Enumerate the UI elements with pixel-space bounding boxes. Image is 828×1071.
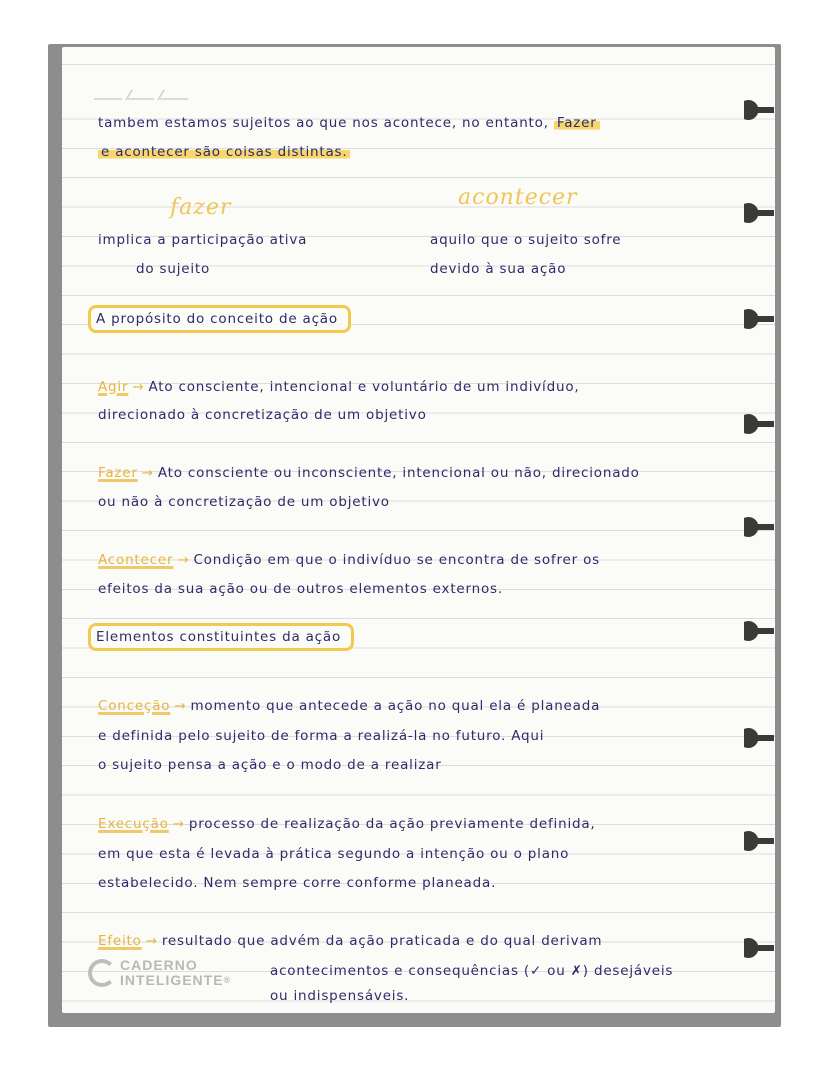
binder-disc-icon [744, 201, 774, 225]
fazer-definition-2: do sujeito [136, 261, 211, 277]
binder-disc-icon [744, 936, 774, 960]
highlight-distinct: e acontecer são coisas distintas. [98, 144, 350, 160]
concecao-line-1 [98, 698, 600, 714]
execucao-text-1: processo de realização da ação previamente definida, [188, 816, 596, 832]
logo-line-1: CADERNO [120, 957, 198, 973]
binder-disc-icon [744, 619, 774, 643]
binder-disc-icon [744, 726, 774, 750]
arrow-icon: → [174, 698, 187, 714]
agir-line-1 [98, 379, 579, 395]
intro-text: tambem estamos sujeitos ao que nos acontece, no entanto, [98, 115, 549, 131]
acontecer-line-1 [98, 552, 600, 568]
acontecer-definition-2: devido à sua ação [430, 261, 567, 277]
intro-line-2 [98, 144, 350, 160]
column-title-fazer: fazer [170, 195, 232, 220]
concecao-line-2: e definida pelo sujeito de forma a realizá-la no futuro. Aqui [98, 728, 545, 744]
arrow-icon: → [132, 379, 145, 395]
arrow-icon: → [177, 552, 190, 568]
binder-disc-icon [744, 307, 774, 331]
efeito-line-3: ou indispensáveis. [270, 988, 410, 1004]
efeito-text-1: resultado que advém da ação praticada e do qual derivam [161, 933, 603, 949]
key-concecao: Conceção [98, 698, 171, 714]
arrow-icon: → [141, 465, 154, 481]
execucao-line-3: estabelecido. Nem sempre corre conforme planeada. [98, 875, 497, 891]
execucao-line-1 [98, 816, 596, 832]
column-title-acontecer: acontecer [458, 185, 578, 210]
key-efeito: Efeito [98, 933, 142, 949]
highlight-fazer: Fazer [554, 115, 600, 131]
binder-disc-icon [744, 829, 774, 853]
notebook-page [62, 47, 775, 1013]
fazer-line-2: ou não à concretização de um objetivo [98, 494, 390, 510]
heading-conceito: A propósito do conceito de ação [96, 311, 338, 327]
execucao-line-2: em que esta é levada à prática segundo a intenção ou o plano [98, 846, 570, 862]
date-field [92, 89, 198, 101]
concecao-text-1: momento que antecede a ação no qual ela é planeada [190, 698, 601, 714]
fazer-definition-1: implica a participação ativa [98, 232, 308, 248]
logo-text [120, 958, 231, 988]
brand-logo [88, 958, 231, 988]
key-fazer: Fazer [98, 465, 138, 481]
key-execucao: Execução [98, 816, 169, 832]
acontecer-line-2: efeitos da sua ação ou de outros elementos externos. [98, 581, 503, 597]
efeito-line-2: acontecimentos e consequências (✓ ou ✗) desejáveis [270, 963, 674, 979]
logo-line-2: INTELIGENTE® [120, 972, 232, 988]
logo-c-icon [88, 959, 116, 987]
agir-text-1: Ato consciente, intencional e voluntário de um indivíduo, [148, 379, 580, 395]
intro-line-1 [98, 115, 600, 131]
heading-box-conceito [88, 305, 351, 333]
binder-disc-icon [744, 98, 774, 122]
efeito-line-1 [98, 933, 602, 949]
fazer-text-1: Ato consciente ou inconsciente, intencional ou não, direcionado [157, 465, 640, 481]
arrow-icon: → [145, 933, 158, 949]
binder-disc-icon [744, 515, 774, 539]
key-acontecer: Acontecer [98, 552, 174, 568]
concecao-line-3: o sujeito pensa a ação e o modo de a realizar [98, 757, 442, 773]
acontecer-definition-1: aquilo que o sujeito sofre [430, 232, 622, 248]
fazer-line-1 [98, 465, 640, 481]
binder-disc-icon [744, 412, 774, 436]
heading-box-elementos [88, 623, 354, 651]
agir-line-2: direcionado à concretização de um objetivo [98, 407, 427, 423]
arrow-icon: → [172, 816, 185, 832]
acontecer-text-1: Condição em que o indivíduo se encontra de sofrer os [193, 552, 600, 568]
heading-elementos: Elementos constituintes da ação [96, 629, 342, 645]
key-agir: Agir [98, 379, 129, 395]
